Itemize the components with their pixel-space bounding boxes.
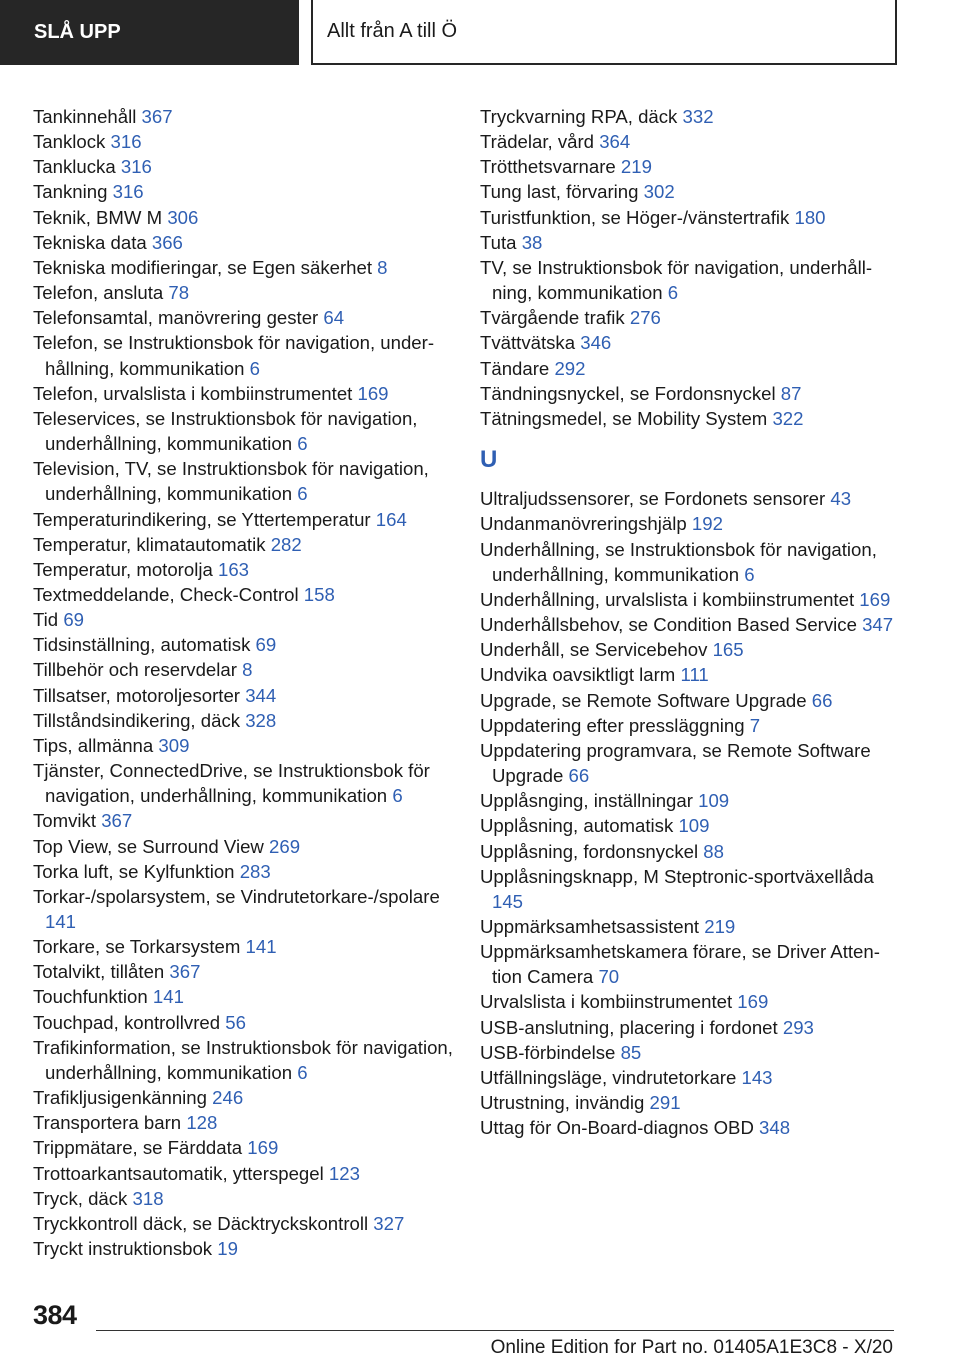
page-reference-link[interactable]: 141 bbox=[45, 911, 77, 932]
index-entry bbox=[480, 864, 900, 914]
index-entry bbox=[480, 738, 900, 788]
index-entry bbox=[33, 230, 453, 255]
page-reference-link[interactable]: 332 bbox=[682, 106, 714, 127]
index-entry bbox=[33, 129, 453, 154]
index-entry bbox=[480, 713, 900, 738]
page-reference-link[interactable]: 318 bbox=[132, 1187, 164, 1209]
index-entry bbox=[480, 330, 900, 355]
page-reference-link[interactable]: 66 bbox=[811, 689, 833, 711]
page-reference-link[interactable]: 66 bbox=[568, 765, 590, 787]
page-reference-link[interactable]: 316 bbox=[120, 156, 152, 178]
page-reference-link[interactable]: 316 bbox=[110, 131, 142, 153]
page-reference-link[interactable]: 7 bbox=[749, 714, 761, 736]
page-reference-link[interactable]: 367 bbox=[101, 810, 133, 832]
index-entry bbox=[33, 305, 453, 330]
page-reference-link[interactable]: 64 bbox=[323, 307, 345, 329]
index-term: Tekniska data bbox=[33, 231, 147, 253]
index-term: Underhållsbehov, se Condition Based Service bbox=[480, 614, 857, 636]
index-entry bbox=[33, 959, 453, 984]
page-reference-link[interactable]: 111 bbox=[680, 664, 709, 686]
page-reference-link[interactable]: 6 bbox=[297, 433, 308, 455]
page-reference-link[interactable]: 291 bbox=[649, 1092, 681, 1114]
index-term: Tillståndsindikering, däck bbox=[33, 709, 241, 731]
page-reference-link[interactable]: 69 bbox=[63, 609, 84, 631]
index-term: Teknik, BMW M bbox=[33, 206, 163, 228]
section-tab bbox=[0, 0, 299, 65]
page-reference-link[interactable]: 322 bbox=[772, 407, 804, 429]
index-term: Tips, allmänna bbox=[33, 734, 154, 756]
page-reference-link[interactable]: 169 bbox=[859, 588, 891, 610]
footer-edition-text: Online Edition for Part no. 01405A1E3C8 - X/20 bbox=[490, 1337, 893, 1358]
index-entry bbox=[480, 914, 900, 939]
index-entry bbox=[480, 612, 900, 637]
index-entry bbox=[33, 154, 453, 179]
index-term: Undanmanövreringshjälp bbox=[480, 513, 687, 535]
index-term: Trötthetsvarnare bbox=[480, 156, 616, 178]
page-reference-link[interactable]: 145 bbox=[492, 890, 524, 912]
index-term: Tankinnehåll bbox=[33, 106, 137, 127]
page-reference-link[interactable]: 169 bbox=[737, 991, 769, 1013]
index-entry bbox=[33, 984, 453, 1009]
page-reference-link[interactable]: 246 bbox=[212, 1087, 244, 1109]
index-entry bbox=[33, 733, 453, 758]
page-reference-link[interactable]: 6 bbox=[297, 483, 308, 505]
index-entry bbox=[33, 1085, 453, 1110]
index-term: Temperaturindikering, se Yttertemperatur bbox=[33, 508, 371, 530]
index-term: Tryckt instruktionsbok bbox=[33, 1238, 213, 1260]
index-term: Torka luft, se Kylfunktion bbox=[33, 860, 235, 882]
page-reference-link[interactable]: 346 bbox=[580, 332, 612, 354]
page-reference-link[interactable]: 38 bbox=[521, 231, 543, 253]
index-entry bbox=[33, 381, 453, 406]
index-term: Upplåsning, automatisk bbox=[480, 815, 674, 837]
index-term: Tvättvätska bbox=[480, 332, 576, 354]
index-entry bbox=[480, 537, 900, 587]
index-term: Tätningsmedel, se Mobility System bbox=[480, 407, 768, 429]
index-entry bbox=[33, 708, 453, 733]
index-entry bbox=[480, 129, 900, 154]
index-term: Uppmärksamhetskamera förare, se Driver Attention Camera bbox=[480, 941, 880, 988]
page-reference-link[interactable]: 292 bbox=[554, 357, 586, 379]
index-term: Tändningsnyckel, se Fordonsnyckel bbox=[480, 382, 776, 404]
index-term: Tanklock bbox=[33, 131, 106, 153]
index-entry bbox=[480, 511, 900, 536]
index-entry bbox=[33, 104, 453, 129]
index-term: Trafikljusigenkänning bbox=[33, 1087, 207, 1109]
page-reference-link[interactable]: 169 bbox=[247, 1137, 279, 1159]
index-term: Utrustning, invändig bbox=[480, 1092, 645, 1114]
page-reference-link[interactable]: 8 bbox=[242, 659, 253, 681]
index-term: USB-anslutning, placering i fordonet bbox=[480, 1016, 778, 1038]
index-entry bbox=[33, 330, 453, 380]
index-entry bbox=[480, 486, 900, 511]
index-entry bbox=[33, 808, 453, 833]
index-term: Tid bbox=[33, 609, 59, 631]
index-term: Telefonsamtal, manövrering gester bbox=[33, 307, 319, 329]
page-reference-link[interactable]: 128 bbox=[186, 1112, 218, 1134]
index-term: Tillsatser, motoroljesorter bbox=[33, 684, 241, 706]
page-reference-link[interactable]: 169 bbox=[357, 382, 389, 404]
page-reference-link[interactable]: 6 bbox=[297, 1061, 308, 1083]
page-reference-link[interactable]: 6 bbox=[249, 357, 260, 379]
index-entry bbox=[33, 1161, 453, 1186]
index-entry bbox=[33, 934, 453, 959]
index-term: Ultraljudssensorer, se Fordonets sensorer bbox=[480, 488, 826, 510]
index-term: Trädelar, vård bbox=[480, 131, 595, 153]
page-reference-link[interactable]: 123 bbox=[328, 1162, 360, 1184]
index-entry bbox=[480, 989, 900, 1014]
page-reference-link[interactable]: 141 bbox=[152, 986, 184, 1008]
index-entry bbox=[480, 587, 900, 612]
index-term: Underhållning, urvalslista i kombiinstrumentet bbox=[480, 588, 855, 610]
index-entry bbox=[33, 607, 453, 632]
page-reference-link[interactable]: 158 bbox=[303, 583, 335, 605]
index-term: Tankning bbox=[33, 181, 108, 203]
page-reference-link[interactable]: 327 bbox=[373, 1212, 405, 1234]
index-entry bbox=[480, 813, 900, 838]
page-reference-link[interactable]: 219 bbox=[620, 156, 652, 178]
index-term: Temperatur, klimatautomatik bbox=[33, 533, 266, 555]
index-term: Tomvikt bbox=[33, 810, 97, 832]
index-entry bbox=[480, 939, 900, 989]
index-term: Telefon, se Instruktionsbok för navigation, underhållning, kommunikation bbox=[33, 332, 435, 379]
page-reference-link[interactable]: 78 bbox=[168, 282, 190, 304]
index-term: Top View, se Surround View bbox=[33, 835, 264, 857]
index-term: Uppdatering programvara, se Remote Software Upgrade bbox=[480, 739, 871, 787]
index-entry bbox=[33, 406, 453, 456]
page-reference-link[interactable]: 316 bbox=[112, 181, 144, 203]
index-entry bbox=[33, 456, 453, 506]
section-tab-label: SLÅ UPP bbox=[34, 21, 121, 43]
page-reference-link[interactable]: 165 bbox=[712, 639, 744, 661]
page-reference-link[interactable]: 143 bbox=[741, 1066, 773, 1088]
chapter-title: Allt från A till Ö bbox=[327, 20, 458, 42]
index-term: Tryckkontroll däck, se Däcktryckskontroll bbox=[33, 1212, 369, 1234]
index-entry bbox=[33, 255, 453, 280]
index-entry bbox=[33, 1010, 453, 1035]
index-term: Urvalslista i kombiinstrumentet bbox=[480, 991, 733, 1013]
index-term: Upplåsningsknapp, M Steptronic-sportväxellåda bbox=[480, 865, 874, 887]
index-entry bbox=[480, 839, 900, 864]
index-entry bbox=[33, 632, 453, 657]
page-reference-link[interactable]: 6 bbox=[744, 563, 755, 585]
index-term: Uttag för On-Board-diagnos OBD bbox=[480, 1117, 754, 1139]
chapter-header bbox=[311, 0, 897, 65]
page-reference-link[interactable]: 163 bbox=[218, 558, 250, 580]
page-reference-link[interactable]: 364 bbox=[599, 131, 631, 153]
index-term: Tillbehör och reservdelar bbox=[33, 659, 237, 681]
index-entry bbox=[480, 788, 900, 813]
index-entry bbox=[33, 758, 453, 808]
index-entry bbox=[33, 834, 453, 859]
index-term: Textmeddelande, Check-Control bbox=[33, 583, 299, 605]
index-group-t bbox=[480, 104, 900, 431]
index-entry bbox=[33, 884, 453, 934]
index-term: Turistfunktion, se Höger-/vänstertrafik bbox=[480, 206, 790, 228]
page-reference-link[interactable]: 309 bbox=[158, 734, 190, 756]
index-term: Underhåll, se Servicebehov bbox=[480, 639, 708, 661]
index-entry bbox=[480, 637, 900, 662]
index-term: Temperatur, motorolja bbox=[33, 558, 213, 580]
page-reference-link[interactable]: 344 bbox=[245, 684, 277, 706]
index-term: Uppmärksamhetsassistent bbox=[480, 915, 700, 937]
index-entry bbox=[480, 1065, 900, 1090]
page-reference-link[interactable]: 109 bbox=[698, 790, 730, 812]
page-reference-link[interactable]: 164 bbox=[375, 508, 407, 530]
page-reference-link[interactable]: 347 bbox=[862, 614, 894, 636]
index-term: Torkar-/spolarsystem, se Vindrutetorkare-/​spolare bbox=[33, 885, 440, 907]
index-entry bbox=[480, 356, 900, 381]
index-entry bbox=[33, 1135, 453, 1160]
page-reference-link[interactable]: 293 bbox=[782, 1016, 814, 1038]
page-reference-link[interactable]: 6 bbox=[392, 785, 403, 807]
index-entry bbox=[33, 179, 453, 204]
index-term: Touchfunktion bbox=[33, 986, 148, 1008]
index-entry bbox=[480, 662, 900, 687]
index-term: Upplåsnging, inställningar bbox=[480, 790, 693, 812]
index-term: Tvärgående trafik bbox=[480, 307, 625, 329]
index-term: Trafikinformation, se Instruktionsbok för navigation, underhållning, kommunikation bbox=[33, 1036, 453, 1083]
index-entry bbox=[33, 859, 453, 884]
index-entry bbox=[33, 1211, 453, 1236]
index-term: Tuta bbox=[480, 231, 517, 253]
index-entry bbox=[480, 1090, 900, 1115]
index-group-u bbox=[480, 486, 900, 1140]
page-reference-link[interactable]: 56 bbox=[225, 1011, 246, 1033]
index-entry bbox=[33, 683, 453, 708]
index-term: Tjänster, ConnectedDrive, se Instruktionsbok för navigation, underhållning, kommunikation bbox=[33, 760, 430, 807]
index-entry bbox=[33, 1110, 453, 1135]
page-reference-link[interactable]: 70 bbox=[598, 966, 620, 988]
page-reference-link[interactable]: 276 bbox=[629, 307, 661, 329]
index-term: Television, TV, se Instruktionsbok för navigation, underhållning, kommunikation bbox=[33, 458, 429, 505]
index-entry bbox=[480, 255, 900, 305]
index-term: Telefon, urvalslista i kombiinstrumentet bbox=[33, 382, 353, 404]
index-term: Undvika oavsiktligt larm bbox=[480, 664, 676, 686]
page-reference-link[interactable]: 87 bbox=[780, 382, 802, 404]
index-term: Trottoarkantsautomatik, ytterspegel bbox=[33, 1162, 324, 1184]
index-column-right bbox=[480, 104, 900, 1140]
page-reference-link[interactable]: 302 bbox=[643, 181, 675, 203]
index-term: Totalvikt, tillåten bbox=[33, 961, 165, 983]
index-entry bbox=[480, 1115, 900, 1140]
index-term: Touchpad, kontrollvred bbox=[33, 1011, 221, 1033]
index-term: USB-förbindelse bbox=[480, 1041, 616, 1063]
page-reference-link[interactable]: 192 bbox=[691, 513, 723, 535]
page-reference-link[interactable]: 328 bbox=[245, 709, 277, 731]
index-entry bbox=[480, 205, 900, 230]
section-letter-u: U bbox=[480, 446, 498, 474]
index-entry bbox=[480, 104, 900, 129]
page-reference-link[interactable]: 109 bbox=[678, 815, 710, 837]
index-entry bbox=[33, 657, 453, 682]
page-reference-link[interactable]: 69 bbox=[255, 634, 277, 656]
page-reference-link[interactable]: 219 bbox=[704, 915, 736, 937]
index-entry bbox=[480, 154, 900, 179]
index-entry bbox=[480, 688, 900, 713]
index-term: Telefon, ansluta bbox=[33, 282, 164, 304]
page-reference-link[interactable]: 141 bbox=[245, 936, 277, 958]
index-entry bbox=[480, 1015, 900, 1040]
index-entry bbox=[33, 532, 453, 557]
index-term: Uppdatering efter pressläggning bbox=[480, 714, 745, 736]
index-term: Tidsinställning, automatisk bbox=[33, 634, 251, 656]
index-term: TV, se Instruktionsbok för navigation, underhållning, kommunikation bbox=[480, 256, 873, 304]
index-term: Tryck, däck bbox=[33, 1187, 128, 1209]
index-term: Utfällningsläge, vindrutetorkare bbox=[480, 1066, 737, 1088]
index-entry bbox=[480, 179, 900, 204]
index-term: Tändare bbox=[480, 357, 550, 379]
page-number: 384 bbox=[33, 1300, 77, 1330]
index-term: Tekniska modifieringar, se Egen säkerhet bbox=[33, 256, 372, 278]
index-entry bbox=[33, 507, 453, 532]
index-entry bbox=[33, 280, 453, 305]
page-reference-link[interactable]: 366 bbox=[151, 231, 183, 253]
index-entry bbox=[33, 582, 453, 607]
footer-divider bbox=[96, 1330, 894, 1331]
index-term: Transportera barn bbox=[33, 1112, 182, 1134]
page-reference-link[interactable]: 282 bbox=[270, 533, 302, 555]
index-entry bbox=[33, 1035, 453, 1085]
index-entry bbox=[480, 305, 900, 330]
index-term: Tung last, förvaring bbox=[480, 181, 639, 203]
index-entry bbox=[480, 230, 900, 255]
page-reference-link[interactable]: 306 bbox=[167, 206, 199, 228]
index-term: Underhållning, se Instruktionsbok för navigation, underhållning, kommunikation bbox=[480, 538, 877, 585]
page-reference-link[interactable]: 85 bbox=[620, 1041, 642, 1063]
page-reference-link[interactable]: 6 bbox=[667, 282, 679, 304]
index-term: Upgrade, se Remote Software Upgrade bbox=[480, 689, 807, 711]
page-reference-link[interactable]: 283 bbox=[239, 860, 271, 882]
index-term: Torkare, se Torkarsystem bbox=[33, 936, 241, 958]
page-reference-link[interactable]: 19 bbox=[217, 1238, 238, 1260]
index-entry bbox=[33, 1186, 453, 1211]
index-entry bbox=[480, 406, 900, 431]
index-term: Trippmätare, se Färddata bbox=[33, 1137, 243, 1159]
index-entry bbox=[33, 557, 453, 582]
page-reference-link[interactable]: 8 bbox=[377, 256, 388, 278]
page-reference-link[interactable]: 367 bbox=[169, 961, 201, 983]
index-term: Tanklucka bbox=[33, 156, 116, 178]
index-term: Tryckvarning RPA, däck bbox=[480, 106, 678, 127]
page-reference-link[interactable]: 367 bbox=[141, 106, 173, 127]
index-term: Upplåsning, fordonsnyckel bbox=[480, 840, 699, 862]
index-term: Teleservices, se Instruktionsbok för navigation, underhållning, kommunikation bbox=[33, 407, 418, 455]
index-entry bbox=[480, 381, 900, 406]
index-entry bbox=[33, 1236, 453, 1261]
page-reference-link[interactable]: 180 bbox=[794, 206, 826, 228]
page-reference-link[interactable]: 348 bbox=[759, 1117, 791, 1139]
page-reference-link[interactable]: 88 bbox=[703, 840, 724, 862]
index-entry bbox=[33, 205, 453, 230]
index-column-left bbox=[33, 104, 453, 1261]
page-reference-link[interactable]: 43 bbox=[830, 488, 852, 510]
index-entry bbox=[480, 1040, 900, 1065]
page-reference-link[interactable]: 269 bbox=[269, 835, 301, 857]
